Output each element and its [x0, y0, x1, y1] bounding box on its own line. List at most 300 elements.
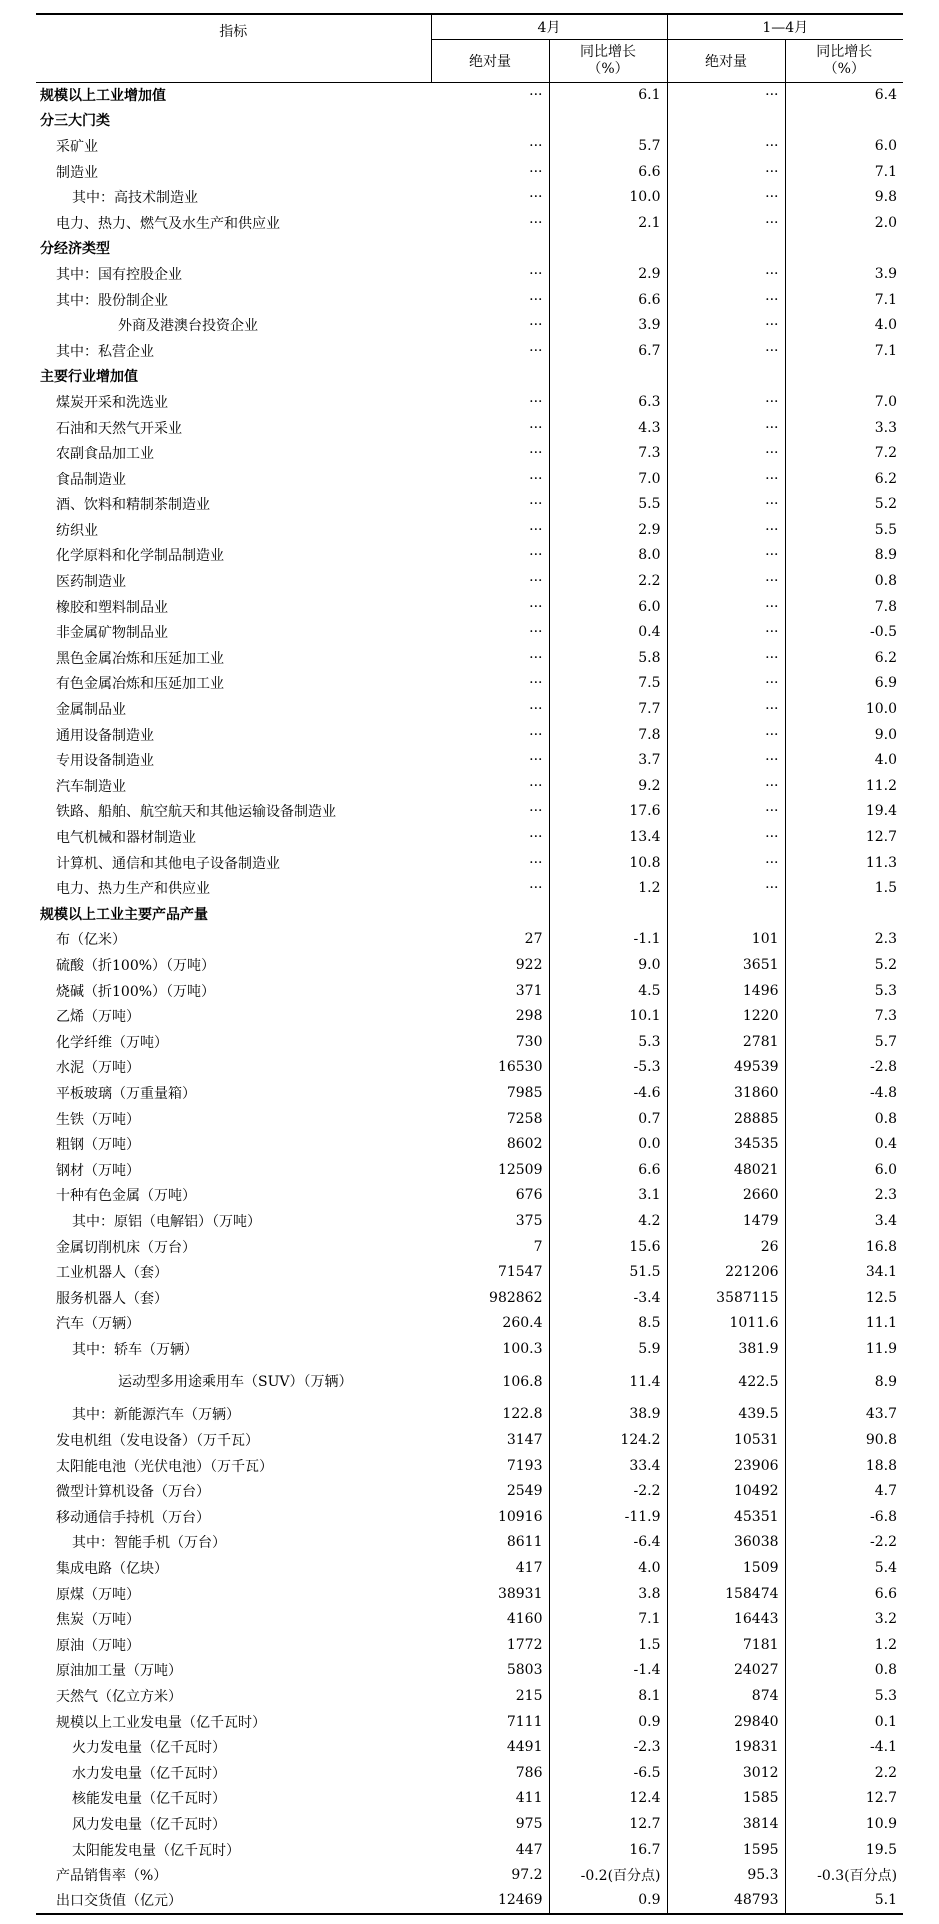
row-label: 食品制造业 [56, 471, 126, 488]
jan-apr-yoy-cell: -6.8 [870, 1508, 898, 1525]
jan-apr-yoy-cell: 34.1 [865, 1264, 898, 1281]
row-label: 粗钢（万吨） [56, 1137, 140, 1154]
april-absolute-cell: 1772 [431, 1632, 549, 1658]
april-absolute-cell: 100.3 [431, 1336, 549, 1362]
jan-apr-yoy-cell: 18.8 [865, 1457, 898, 1474]
table-row [36, 108, 903, 134]
row-label: 天然气（亿立方米） [56, 1689, 182, 1706]
april-yoy-cell: 9.2 [549, 773, 667, 799]
jan-apr-absolute-cell: 2660 [667, 1183, 785, 1209]
table-row [36, 133, 903, 159]
jan-apr-yoy-cell: 7.8 [874, 598, 898, 615]
april-absolute-cell: 16530 [431, 1055, 549, 1081]
jan-apr-absolute-cell: 16443 [667, 1606, 785, 1632]
table-row [36, 1208, 903, 1234]
april-absolute-cell: 922 [431, 952, 549, 978]
april-yoy-cell: 17.6 [549, 799, 667, 825]
jan-apr-absolute-cell: 10492 [667, 1478, 785, 1504]
april-absolute-cell: ··· [431, 722, 549, 748]
row-label: 通用设备制造业 [56, 727, 154, 744]
jan-apr-yoy-cell: 9.8 [874, 189, 898, 206]
april-absolute-cell: 7258 [431, 1106, 549, 1132]
jan-apr-yoy-cell: 16.8 [865, 1238, 898, 1255]
jan-apr-yoy-cell: 7.0 [874, 393, 898, 410]
april-yoy-cell: 6.6 [549, 287, 667, 313]
april-yoy-cell: 38.9 [549, 1402, 667, 1428]
table-row [36, 671, 903, 697]
table-row [36, 773, 903, 799]
jan-apr-absolute-cell: ··· [667, 261, 785, 287]
jan-apr-yoy-cell: 5.7 [874, 1033, 898, 1050]
row-label: 金属切削机床（万台） [56, 1239, 196, 1256]
row-label: 石油和天然气开采业 [56, 420, 182, 437]
jan-apr-absolute-cell: 95.3 [667, 1862, 785, 1888]
april-yoy-cell: -5.3 [549, 1055, 667, 1081]
row-label: 发电机组（发电设备）（万千瓦） [56, 1433, 259, 1450]
jan-apr-yoy-cell: 2.3 [874, 931, 898, 948]
table-row [36, 901, 903, 927]
row-label: 风力发电量（亿千瓦时） [72, 1816, 226, 1833]
row-label: 服务机器人（套） [56, 1290, 168, 1307]
row-label: 纺织业 [56, 522, 98, 539]
april-absolute-cell: ··· [431, 440, 549, 466]
april-absolute-cell: ··· [431, 619, 549, 645]
april-absolute-cell: ··· [431, 287, 549, 313]
april-yoy-cell: 5.5 [549, 492, 667, 518]
table-row [36, 1285, 903, 1311]
jan-apr-absolute-cell: 28885 [667, 1106, 785, 1132]
jan-apr-yoy-cell: 6.6 [874, 1585, 898, 1602]
april-absolute-cell [431, 901, 549, 927]
table-header [36, 14, 903, 82]
table-row [36, 1709, 903, 1735]
jan-apr-absolute-cell: 1509 [667, 1555, 785, 1581]
row-label: 其中：高技术制造业 [72, 190, 198, 207]
table-row [36, 364, 903, 390]
jan-apr-yoy-cell: 0.1 [874, 1713, 898, 1730]
april-yoy-cell: 2.2 [549, 568, 667, 594]
row-label: 生铁（万吨） [56, 1111, 140, 1128]
table-row [36, 1157, 903, 1183]
jan-apr-absolute-cell: ··· [667, 517, 785, 543]
april-yoy-cell: 15.6 [549, 1234, 667, 1260]
table-row [36, 236, 903, 262]
jan-apr-absolute-cell: 29840 [667, 1709, 785, 1735]
row-label: 出口交货值（亿元） [36, 1888, 431, 1914]
jan-apr-absolute-cell: ··· [667, 415, 785, 441]
table-row [36, 1362, 903, 1402]
table-row [36, 261, 903, 287]
april-yoy-cell: 2.1 [549, 210, 667, 236]
table-row [36, 1862, 903, 1888]
april-absolute-cell: ··· [431, 824, 549, 850]
jan-apr-yoy-cell: 7.1 [874, 163, 898, 180]
row-label: 核能发电量（亿千瓦时） [72, 1791, 226, 1808]
row-label: 电气机械和器材制造业 [56, 830, 196, 847]
jan-apr-yoy-cell: 7.3 [874, 1008, 898, 1025]
april-yoy-cell: 7.0 [549, 466, 667, 492]
april-absolute-cell: 38931 [431, 1581, 549, 1607]
jan-apr-absolute-cell: ··· [667, 645, 785, 671]
april-absolute-cell: 7 [431, 1234, 549, 1260]
table-row [36, 210, 903, 236]
jan-apr-absolute-cell: ··· [667, 312, 785, 338]
jan-apr-yoy-cell: 2.0 [874, 214, 898, 231]
jan-apr-yoy-cell: 43.7 [865, 1406, 898, 1423]
april-absolute-cell: 215 [431, 1683, 549, 1709]
jan-apr-yoy-cell: 2.3 [874, 1187, 898, 1204]
april-yoy-cell: 12.7 [549, 1811, 667, 1837]
row-label: 外商及港澳台投资企业 [118, 318, 258, 335]
april-yoy-cell: 5.7 [549, 133, 667, 159]
april-absolute-cell: ··· [431, 875, 549, 901]
april-yoy-cell: -2.2 [549, 1478, 667, 1504]
jan-apr-absolute-cell: ··· [667, 133, 785, 159]
april-yoy-cell: 5.3 [549, 1029, 667, 1055]
april-absolute-cell: 4160 [431, 1606, 549, 1632]
jan-apr-yoy-cell: 12.7 [865, 829, 898, 846]
jan-apr-absolute-cell: 3651 [667, 952, 785, 978]
table-row [36, 1106, 903, 1132]
table-row [36, 568, 903, 594]
april-yoy-cell: 6.6 [549, 1157, 667, 1183]
jan-apr-yoy-cell [785, 236, 903, 262]
table-row [36, 287, 903, 313]
table-row [36, 1734, 903, 1760]
jan-apr-yoy-cell: 7.2 [874, 445, 898, 462]
row-label: 移动通信手持机（万台） [56, 1509, 210, 1526]
jan-apr-yoy-cell: 6.0 [874, 1161, 898, 1178]
jan-apr-absolute-cell: 36038 [667, 1530, 785, 1556]
row-label: 十种有色金属（万吨） [56, 1188, 196, 1205]
table-row [36, 1259, 903, 1285]
april-yoy-cell: 1.2 [549, 875, 667, 901]
jan-apr-absolute-cell: ··· [667, 773, 785, 799]
jan-apr-yoy-cell: 12.7 [865, 1790, 898, 1807]
jan-apr-yoy-cell: 5.3 [874, 1688, 898, 1705]
april-absolute-cell: 375 [431, 1208, 549, 1234]
table-row [36, 1530, 903, 1556]
row-label: 产品销售率（%） [56, 1868, 168, 1885]
jan-apr-absolute-cell: ··· [667, 594, 785, 620]
april-yoy-cell: 33.4 [549, 1453, 667, 1479]
row-label: 农副食品加工业 [56, 446, 154, 463]
april-absolute-cell: 417 [431, 1555, 549, 1581]
jan-apr-yoy-cell: 3.9 [874, 265, 898, 282]
jan-apr-yoy-cell: 10.0 [865, 701, 898, 718]
april-absolute-cell: ··· [431, 799, 549, 825]
april-yoy-cell: 7.5 [549, 671, 667, 697]
row-label: 酒、饮料和精制茶制造业 [56, 497, 210, 514]
jan-apr-yoy-cell: 11.1 [865, 1315, 898, 1332]
table-row [36, 1581, 903, 1607]
row-label: 其中：股份制企业 [56, 292, 168, 309]
april-absolute-cell: 371 [431, 978, 549, 1004]
april-absolute-cell: ··· [431, 850, 549, 876]
april-absolute-cell: 2549 [431, 1478, 549, 1504]
row-label: 金属制品业 [56, 702, 126, 719]
row-label: 医药制造业 [56, 574, 126, 591]
jan-apr-absolute-cell [667, 236, 785, 262]
jan-apr-absolute-cell: 874 [667, 1683, 785, 1709]
jan-apr-yoy-cell: 3.4 [874, 1212, 898, 1229]
april-yoy-cell [549, 108, 667, 134]
jan-apr-yoy-header: 同比增长 （%） [785, 39, 903, 82]
table-row [36, 1029, 903, 1055]
table-row [36, 927, 903, 953]
april-absolute-cell: ··· [431, 82, 549, 108]
april-absolute-header: 绝对量 [431, 39, 549, 82]
april-absolute-cell: ··· [431, 645, 549, 671]
jan-apr-yoy-cell: -4.1 [870, 1739, 898, 1756]
row-label: 原煤（万吨） [56, 1586, 140, 1603]
table-row [36, 747, 903, 773]
april-absolute-cell: ··· [431, 312, 549, 338]
april-absolute-cell: 3147 [431, 1427, 549, 1453]
april-yoy-header: 同比增长 （%） [549, 39, 667, 82]
jan-apr-absolute-cell: ··· [667, 824, 785, 850]
industrial-stats-table [36, 13, 903, 1915]
jan-apr-absolute-cell: ··· [667, 184, 785, 210]
april-yoy-cell: 7.3 [549, 440, 667, 466]
april-absolute-cell: ··· [431, 466, 549, 492]
jan-apr-absolute-cell: 23906 [667, 1453, 785, 1479]
april-absolute-cell: 10916 [431, 1504, 549, 1530]
table-row [36, 875, 903, 901]
row-label: 焦炭（万吨） [56, 1612, 140, 1629]
jan-apr-yoy-cell: 5.3 [874, 982, 898, 999]
april-yoy-cell: 16.7 [549, 1837, 667, 1863]
jan-apr-absolute-cell: 1220 [667, 1003, 785, 1029]
table-row [36, 1311, 903, 1337]
jan-apr-absolute-cell: 1585 [667, 1786, 785, 1812]
jan-apr-yoy-cell: 19.5 [865, 1841, 898, 1858]
row-label: 化学纤维（万吨） [56, 1034, 168, 1051]
row-label: 其中：国有控股企业 [56, 266, 182, 283]
jan-apr-absolute-header: 绝对量 [667, 39, 785, 82]
april-absolute-cell: 71547 [431, 1259, 549, 1285]
jan-apr-yoy-cell: 10.9 [865, 1815, 898, 1832]
row-label: 其中：新能源汽车（万辆） [72, 1407, 240, 1424]
table-row [36, 159, 903, 185]
jan-apr-yoy-cell: 90.8 [865, 1432, 898, 1449]
april-yoy-cell: 0.0 [549, 1131, 667, 1157]
table-row [36, 1811, 903, 1837]
table-body [36, 82, 903, 1914]
table-row [36, 1837, 903, 1863]
april-absolute-cell: ··· [431, 415, 549, 441]
april-absolute-cell: 786 [431, 1760, 549, 1786]
row-label: 化学原料和化学制品制造业 [56, 548, 224, 565]
table-row [36, 1632, 903, 1658]
april-yoy-cell: 8.1 [549, 1683, 667, 1709]
april-yoy-cell [549, 364, 667, 390]
april-yoy-cell: -3.4 [549, 1285, 667, 1311]
jan-apr-yoy-cell: 3.2 [874, 1611, 898, 1628]
row-label: 规模以上工业发电量（亿千瓦时） [56, 1714, 266, 1731]
april-absolute-cell [431, 236, 549, 262]
jan-apr-yoy-cell: 8.9 [874, 1373, 898, 1390]
april-yoy-cell: 6.6 [549, 159, 667, 185]
table-row [36, 1555, 903, 1581]
april-yoy-cell: -6.4 [549, 1530, 667, 1556]
april-yoy-cell: 51.5 [549, 1259, 667, 1285]
row-label: 硫酸（折100%）（万吨） [56, 957, 216, 974]
jan-apr-yoy-cell: 4.7 [874, 1483, 898, 1500]
jan-apr-absolute-cell: ··· [667, 696, 785, 722]
jan-apr-absolute-cell: ··· [667, 492, 785, 518]
table-row [36, 1606, 903, 1632]
table-row [36, 952, 903, 978]
row-label: 电力、热力生产和供应业 [56, 881, 210, 898]
row-label: 水泥（万吨） [56, 1060, 140, 1077]
april-yoy-cell: 6.1 [549, 82, 667, 108]
april-yoy-cell: 6.3 [549, 389, 667, 415]
jan-apr-absolute-cell: 26 [667, 1234, 785, 1260]
row-label: 汽车（万辆） [56, 1316, 140, 1333]
jan-apr-yoy-cell: 8.9 [874, 547, 898, 564]
jan-apr-absolute-cell: 10531 [667, 1427, 785, 1453]
jan-apr-yoy-cell: 11.3 [865, 854, 898, 871]
table-row [36, 389, 903, 415]
april-absolute-cell: 8611 [431, 1530, 549, 1556]
jan-apr-absolute-cell: ··· [667, 875, 785, 901]
april-absolute-cell: 7193 [431, 1453, 549, 1479]
jan-apr-yoy-cell: 0.8 [874, 1662, 898, 1679]
table-row [36, 619, 903, 645]
april-absolute-cell: ··· [431, 389, 549, 415]
april-yoy-cell [549, 236, 667, 262]
table-row [36, 1055, 903, 1081]
jan-apr-yoy-cell: 5.5 [874, 521, 898, 538]
jan-apr-yoy-cell [785, 364, 903, 390]
april-absolute-cell: 12509 [431, 1157, 549, 1183]
jan-apr-yoy-cell: 6.2 [874, 470, 898, 487]
jan-apr-yoy-cell: 5.1 [785, 1888, 903, 1914]
row-label: 铁路、船舶、航空航天和其他运输设备制造业 [56, 804, 336, 821]
april-yoy-cell: 1.5 [549, 1632, 667, 1658]
row-label: 其中：轿车（万辆） [72, 1341, 198, 1358]
april-yoy-cell: 13.4 [549, 824, 667, 850]
jan-apr-absolute-cell: 48021 [667, 1157, 785, 1183]
april-absolute-cell: 975 [431, 1811, 549, 1837]
jan-apr-absolute-cell [667, 108, 785, 134]
april-yoy-cell: 10.0 [549, 184, 667, 210]
table-row [36, 594, 903, 620]
row-label: 汽车制造业 [56, 778, 126, 795]
row-label: 黑色金属冶炼和压延加工业 [56, 650, 224, 667]
table-row [36, 978, 903, 1004]
jan-apr-absolute-cell: ··· [667, 210, 785, 236]
table-row [36, 184, 903, 210]
jan-apr-yoy-cell: 11.9 [865, 1340, 898, 1357]
jan-apr-yoy-cell: 19.4 [865, 803, 898, 820]
jan-apr-yoy-cell: 7.1 [874, 342, 898, 359]
april-absolute-cell [431, 364, 549, 390]
table-row [36, 850, 903, 876]
jan-apr-yoy-cell: 0.8 [874, 573, 898, 590]
table-row [36, 415, 903, 441]
jan-apr-absolute-cell: 31860 [667, 1080, 785, 1106]
april-yoy-cell: -1.4 [549, 1658, 667, 1684]
jan-apr-yoy-cell: 5.2 [874, 496, 898, 513]
jan-apr-absolute-cell: ··· [667, 389, 785, 415]
april-yoy-cell: 0.4 [549, 619, 667, 645]
row-label: 其中：智能手机（万台） [72, 1535, 226, 1552]
april-yoy-cell: 0.7 [549, 1106, 667, 1132]
row-label: 原油（万吨） [56, 1637, 140, 1654]
jan-apr-yoy-cell: -4.8 [870, 1084, 898, 1101]
april-yoy-cell: 10.8 [549, 850, 667, 876]
jan-apr-yoy-cell [785, 901, 903, 927]
jan-apr-yoy-cell: 3.3 [874, 419, 898, 436]
april-absolute-cell: 7111 [431, 1709, 549, 1735]
row-label: 太阳能发电量（亿千瓦时） [72, 1842, 240, 1859]
table-row [36, 517, 903, 543]
jan-apr-absolute-cell: ··· [667, 338, 785, 364]
table-row [36, 799, 903, 825]
april-yoy-cell: 0.9 [549, 1888, 667, 1914]
april-absolute-cell [431, 108, 549, 134]
jan-apr-yoy-cell: 7.1 [874, 291, 898, 308]
jan-apr-absolute-cell: ··· [667, 619, 785, 645]
april-absolute-cell: ··· [431, 543, 549, 569]
april-yoy-cell: 8.5 [549, 1311, 667, 1337]
table-row [36, 492, 903, 518]
april-yoy-cell: 6.0 [549, 594, 667, 620]
april-absolute-cell: ··· [431, 696, 549, 722]
april-absolute-cell: 8602 [431, 1131, 549, 1157]
april-yoy-cell: -1.1 [549, 927, 667, 953]
april-absolute-cell: 97.2 [431, 1862, 549, 1888]
april-yoy-cell: 2.9 [549, 261, 667, 287]
april-yoy-cell: 11.4 [549, 1362, 667, 1402]
april-yoy-cell: 3.7 [549, 747, 667, 773]
jan-apr-yoy-cell: 11.2 [865, 777, 898, 794]
row-label: 太阳能电池（光伏电池）（万千瓦） [56, 1458, 273, 1475]
jan-apr-absolute-cell: 45351 [667, 1504, 785, 1530]
jan-apr-yoy-cell: 1.5 [874, 880, 898, 897]
jan-apr-yoy-cell: 4.0 [874, 317, 898, 334]
table-row [36, 82, 903, 108]
jan-apr-yoy-cell: 6.4 [874, 87, 898, 104]
row-label: 制造业 [56, 164, 98, 181]
jan-apr-absolute-cell: ··· [667, 440, 785, 466]
table-row [36, 338, 903, 364]
jan-apr-absolute-cell: 422.5 [667, 1362, 785, 1402]
table-row [36, 824, 903, 850]
april-absolute-cell: ··· [431, 492, 549, 518]
jan-apr-yoy-cell: -0.5 [870, 624, 898, 641]
table-row [36, 440, 903, 466]
row-label: 采矿业 [56, 138, 98, 155]
april-absolute-cell: ··· [431, 159, 549, 185]
april-absolute-cell: 730 [431, 1029, 549, 1055]
april-absolute-cell: ··· [431, 261, 549, 287]
jan-apr-absolute-cell: 19831 [667, 1734, 785, 1760]
table-row [36, 312, 903, 338]
april-yoy-cell: -4.6 [549, 1080, 667, 1106]
table-row [36, 1888, 903, 1914]
row-label: 专用设备制造业 [56, 753, 154, 770]
jan-apr-absolute-cell: ··· [667, 850, 785, 876]
row-label: 工业机器人（套） [56, 1265, 168, 1282]
jan-apr-absolute-cell: 49539 [667, 1055, 785, 1081]
table-row [36, 722, 903, 748]
table-row [36, 1786, 903, 1812]
april-absolute-cell: ··· [431, 773, 549, 799]
row-label: 布（亿米） [56, 932, 126, 949]
